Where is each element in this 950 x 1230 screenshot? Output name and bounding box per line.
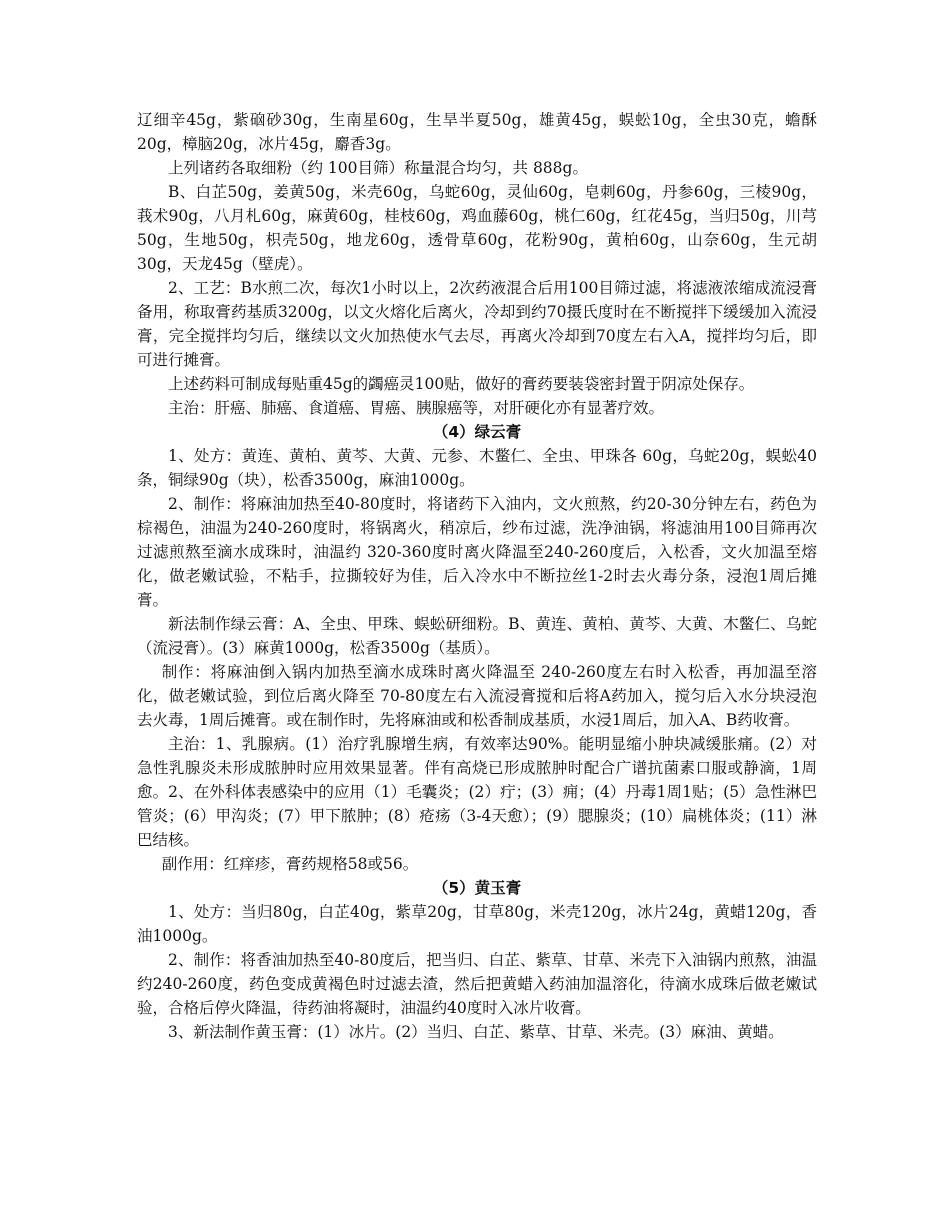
paragraph-ingredients-b: B、白芷50g，姜黄50g，米壳60g，乌蛇60g，灵仙60g，皂刺60g，丹参60g，三棱90g，莪术90g，八月札60g，麻黄60g，桂枝60g，鸡血藤60g，桃仁60g，红花45g，当归50g，川芎50g，生地50g，枳壳50g，地龙60g，透骨草60g，花粉90g，黄柏60g，山奈60g，生元胡30g，天龙45g（壁虎）。 (137, 183, 817, 273)
paragraph-powder-note: 上列诸药各取细粉（约 100目筛）称量混合均匀，共 888g。 (168, 159, 588, 177)
paragraph-new-method-5: 3、新法制作黄玉膏：(1）冰片。(2）当归、白芷、紫草、甘草、米壳。(3）麻油、黄蜡。 (168, 1023, 784, 1041)
paragraph-indications: 主治：肝癌、肺癌、食道癌、胃癌、胰腺癌等，对肝硬化亦有显著疗效。 (168, 399, 665, 417)
section-heading-4: （4）绿云膏 (432, 423, 522, 441)
paragraph-yield-storage: 上述药料可制成每贴重45g的蠲癌灵100贴，做好的膏药要装袋密封置于阴凉处保存。 (168, 375, 755, 393)
paragraph-prescription-5: 1、处方：当归80g，白芷40g，紫草20g，甘草80g，米壳120g，冰片24g，黄蜡120g，香油1000g。 (137, 903, 817, 945)
paragraph-indications-4: 主治：1、乳腺病。(1）治疗乳腺增生病，有效率达90%。能明显缩小肿块减缓胀痛。(2）对急性乳腺炎未形成脓肿时应用效果显著。伴有高烧已形成脓肿时配合广谱抗菌素口服或静滴，1周愈。2、在外科体表感染中的应用（1）毛囊炎；(2）疔；(3）痈；(4）丹毒1周1贴；(5）急性淋巴管炎；(6）甲沟炎；(7）甲下脓肿；(8）疮疡（3-4天愈）；(9）腮腺炎；(10）扁桃体炎；(11）淋巴结核。 (137, 735, 817, 849)
paragraph-side-effects-4: 副作用：红痒疹，膏药规格58或56。 (161, 855, 419, 873)
paragraph-prescription-4: 1、处方：黄连、黄柏、黄芩、大黄、元参、木鳖仁、全虫、甲珠各 60g，乌蛇20g，蜈蚣40条，铜绿90g（块），松香3500g，麻油1000g。 (137, 447, 817, 489)
section-heading-5: （5）黄玉膏 (432, 879, 522, 897)
paragraph-procedure-4: 制作：将麻油倒入锅内加热至滴水成珠时离火降温至 240-260度左右时入松香，再加温至溶化，做老嫩试验，到位后离火降至 70-80度左右入流浸膏搅和后将A药加入，搅匀后入水分块浸泡去火毒，1周后摊膏。或在制作时，先将麻油或和松香制成基质，水浸1周后，加入A、B药收膏。 (137, 663, 817, 729)
paragraph-process: 2、工艺：B水煎二次，每次1小时以上，2次药液混合后用100目筛过滤，将滤液浓缩成流浸膏备用，称取膏药基质3200g，以文火熔化后离火，冷却到约70摄氏度时在不断搅拌下缓缓加入流浸膏，完全搅拌均匀后，继续以文火加热使水气去尽，再离火冷却到70度左右入A，搅拌均匀后，即可进行摊膏。 (137, 279, 817, 369)
paragraph-ingredients-a: 辽细辛45g，紫硇砂30g，生南星60g，生旱半夏50g，雄黄45g，蜈蚣10g，全虫30克，蟾酥20g，樟脑20g，冰片45g，麝香3g。 (137, 111, 817, 153)
paragraph-preparation-4: 2、制作：将麻油加热至40-80度时，将诸药下入油内，文火煎熬，约20-30分钟左右，药色为棕褐色，油温为240-260度时，将锅离火，稍凉后，纱布过滤，洗净油锅，将滤油用100目筛再次过滤煎熬至滴水成珠时，油温约 320-360度时离火降温至240-260度后，入松香，文火加温至熔化，做老嫩试验，不粘手，拉撕较好为佳，后入冷水中不断拉丝1-2时去火毒分条，浸泡1周后摊膏。 (137, 495, 817, 609)
paragraph-new-method-4: 新法制作绿云膏：A、全虫、甲珠、蜈蚣研细粉。B、黄连、黄柏、黄芩、大黄、木鳖仁、乌蛇（流浸膏）。(3）麻黄1000g，松香3500g（基质）。 (137, 615, 817, 657)
paragraph-preparation-5: 2、制作：将香油加热至40-80度后，把当归、白芷、紫草、甘草、米壳下入油锅内煎熬，油温约240-260度，药色变成黄褐色时过滤去渣，然后把黄蜡入药油加温溶化，待滴水成珠后做老嫩试验，合格后停火降温，待药油将凝时，油温约40度时入冰片收膏。 (137, 951, 817, 1017)
document-page (137, 108, 817, 1044)
